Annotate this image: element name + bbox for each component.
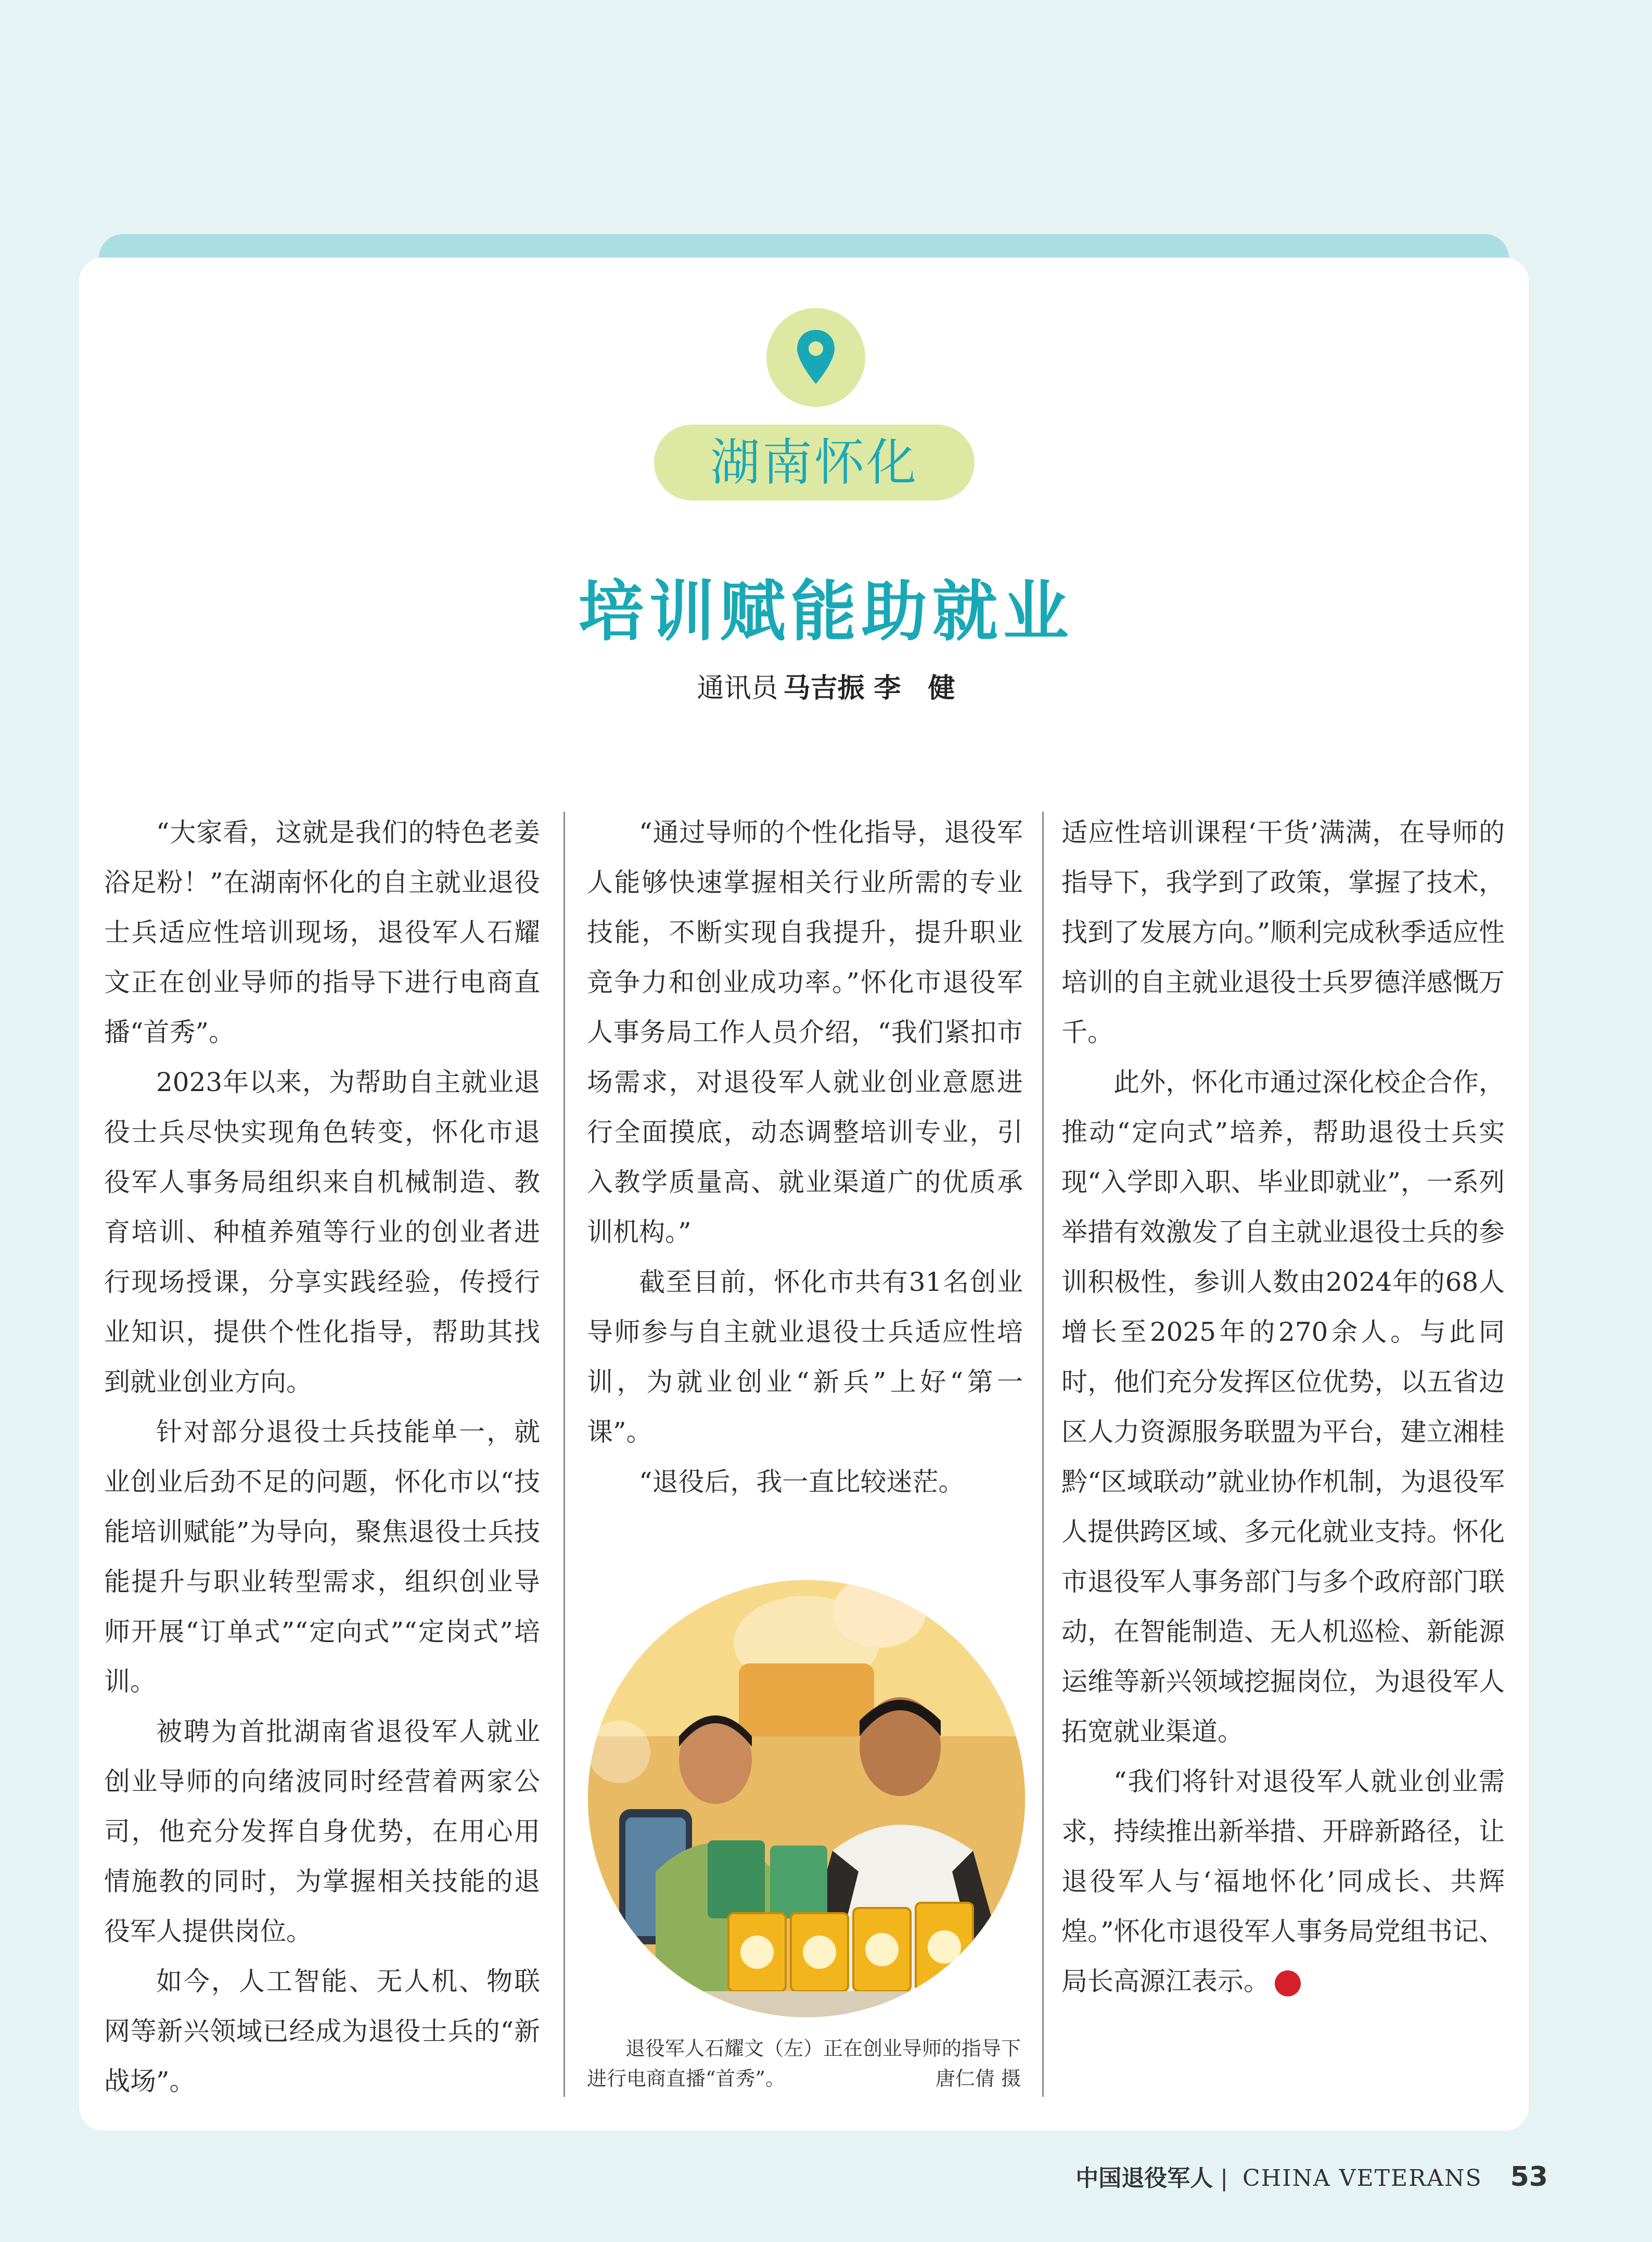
caption-line-1: 退役军人石耀文（左）正在创业导师的指导下 [625, 2037, 1021, 2060]
end-mark-icon: V [1275, 1970, 1301, 1996]
paragraph: 针对部分退役士兵技能单一，就业创业后劲不足的问题，怀化市以“技能培训赋能”为导向，聚焦退役士兵技能提升与职业转型需求，组织创业导师开展“订单式”“定向式”“定岗式”培训。 [104, 1417, 540, 1697]
paragraph-text: “我们将针对退役军人就业创业需求，持续推出新举措、开辟新路径，让退役军人与‘福地怀化’同成长、共辉煌。”怀化市退役军人事务局党组书记、局长高源江表示。 [1061, 1766, 1505, 1996]
byline-authors: 马吉振 李 健 [783, 673, 955, 704]
caption-line-2-row [587, 2064, 1024, 2094]
paragraph: 被聘为首批湖南省退役军人就业创业导师的向绪波同时经营着两家公司，他充分发挥自身优势，在用心用情施教的同时，为掌握相关技能的退役军人提供岗位。 [104, 1716, 540, 1946]
paragraph: “通过导师的个性化指导，退役军人能够快速掌握相关行业所需的专业技能，不断实现自我提升，提升职业竞争力和创业成功率。”怀化市退役军人事务局工作人员介绍，“我们紧扣市场需求，对退役军人就业创业意愿进行全面摸底，动态调整培训专业，引入教学质量高、就业渠道广的优质承训机构。” [587, 817, 1023, 1247]
column-divider [564, 812, 565, 2097]
footer-separator: | [1220, 2165, 1228, 2192]
paragraph: 2023年以来，为帮助自主就业退役士兵尽快实现角色转变，怀化市退役军人事务局组织来自机械制造、教育培训、种植养殖等行业的创业者进行现场授课，分享实践经验，传授行业知识，提供个性化指导，帮助其找到就业创业方向。 [104, 1067, 540, 1397]
publication-english: CHINA VETERANS [1243, 2165, 1482, 2192]
photo-caption [587, 2033, 1024, 2094]
photo-credit: 唐仁倩 摄 [935, 2067, 1021, 2090]
article-title: 培训赋能助就业 [578, 573, 1074, 650]
region-tag: 湖南怀化 [654, 425, 975, 501]
byline-role: 通讯员 [697, 673, 778, 704]
paragraph: 此外，怀化市通过深化校企合作，推动“定向式”培养，帮助退役士兵实现“入学即入职、毕业即就业”，一系列举措有效激发了自主就业退役士兵的参训积极性，参训人数由2024年的68人增长至2025年的270余人。与此同时，他们充分发挥区位优势，以五省边区人力资源服务联盟为平台，建立湘桂黔“区域联动”就业协作机制，为退役军人提供跨区域、多元化就业支持。怀化市退役军人事务部门与多个政府部门联动，在智能制造、无人机巡检、新能源运维等新兴领域挖掘岗位，为退役军人拓宽就业渠道。 [1061, 1067, 1505, 1747]
paragraph: 截至目前，怀化市共有31名创业导师参与自主就业退役士兵适应性培训，为就业创业“新兵”上好“第一课”。 [587, 1267, 1023, 1447]
page-number: 53 [1510, 2161, 1548, 2193]
text-column-2 [587, 808, 1023, 1507]
paragraph: “大家看，这就是我们的特色老姜浴足粉！”在湖南怀化的自主就业退役士兵适应性培训现场，退役军人石耀文正在创业导师的指导下进行电商直播“首秀”。 [104, 817, 540, 1047]
location-badge [766, 308, 865, 407]
publication-name: 中国退役军人 [1075, 2165, 1213, 2192]
livestream-photo-illustration [588, 1580, 1025, 2017]
map-pin-icon [795, 328, 837, 387]
paragraph: 如今，人工智能、无人机、物联网等新兴领域已经成为退役士兵的“新战场”。 [104, 1966, 540, 2096]
paragraph [1061, 1757, 1505, 2006]
text-column-1 [104, 808, 540, 2106]
paragraph-continued: 适应性培训课程‘干货’满满，在导师的指导下，我学到了政策，掌握了技术，找到了发展方向。”顺利完成秋季适应性培训的自主就业退役士兵罗德洋感慨万千。 [1061, 817, 1505, 1047]
text-column-3 [1061, 808, 1505, 2006]
article-photo [588, 1580, 1025, 2017]
caption-line-2: 进行电商直播“首秀”。 [587, 2067, 785, 2090]
column-divider [1042, 812, 1044, 2097]
page-footer [1075, 2159, 1548, 2193]
byline [0, 666, 1652, 705]
paragraph: “退役后，我一直比较迷茫。 [639, 1467, 965, 1497]
